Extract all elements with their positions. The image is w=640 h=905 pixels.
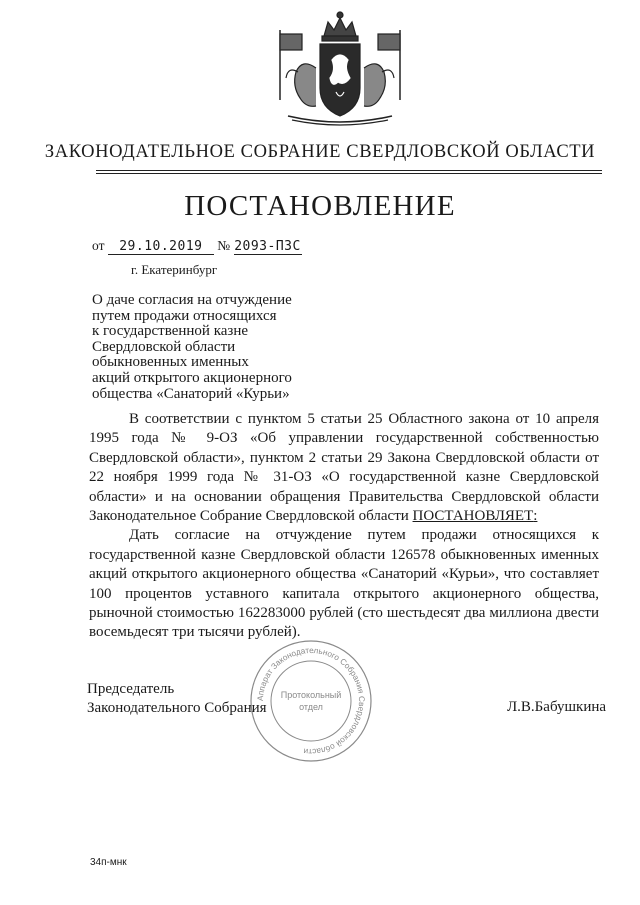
svg-text:Аппарат Законодательного Собра (256, 646, 366, 756)
document-body (89, 410, 599, 643)
document-subject (92, 293, 292, 402)
date-prefix: от (92, 238, 105, 253)
city: г. Екатеринбург (131, 262, 218, 277)
stamp-center-line1: Протокольный (280, 690, 342, 700)
coat-of-arms-icon (258, 8, 422, 128)
document-date: 29.10.2019 (108, 240, 214, 255)
signatory-name: Л.В.Бабушкина (507, 699, 607, 715)
date-number-line (92, 238, 302, 255)
subject-line: акций открытого акционерного (92, 369, 292, 386)
subject-line: О даче согласия на отчуждение (92, 292, 292, 308)
subject-line: к государственной казне (92, 323, 249, 340)
header-rule (96, 170, 602, 171)
stamp-ring-text: Аппарат Законодательного Собрания Свердловской области (255, 645, 367, 757)
document-number: 2093-ПЗС (234, 239, 301, 254)
organization-title: ЗАКОНОДАТЕЛЬНОЕ СОБРАНИЕ СВЕРДЛОВСКОЙ ОБЛАСТИ (44, 142, 596, 162)
signatory-role-line1: Председатель (87, 681, 175, 697)
preamble-paragraph (89, 410, 599, 526)
subject-line: обыкновенных именных (92, 354, 249, 371)
stamp-center-line2: отдел (299, 702, 323, 712)
signatory-role (87, 680, 267, 718)
preamble-text: В соответствии с пунктом 5 статьи 25 Областного закона от 10 апреля 1995 года № 9-ОЗ «Об управлении государственной собственностью Свердловской области», пунктом 2 статьи 29 Закона Свердловской области от 22 ноября 1999 года № 31-ОЗ «О государственной казне Свердловской области» и на основании обращения Правительства Свердловской области Законодательное Собрание Свердловской области (89, 411, 599, 525)
subject-line: Свердловской области (92, 338, 236, 355)
footer-code: 34п-мнк (90, 857, 127, 868)
decree-word: ПОСТАНОВЛЯЕТ (412, 508, 534, 525)
subject-line: общества «Санаторий «Курьи» (92, 385, 290, 402)
decree-colon: : (533, 508, 538, 525)
resolution-paragraph: Дать согласие на отчуждение путем продажи относящихся к государственной казне Свердловской области 126578 обыкновенных именных акций открытого акционерного общества «Санаторий «Курьи», что составляет 100 процентов уставного капитала открытого акционерного общества, рыночной стоимостью 162283000 рублей (сто шестьдесят два миллиона двести восемьдесят три тысячи рублей). (89, 527, 599, 641)
document-type-title: ПОСТАНОВЛЕНИЕ (184, 190, 456, 222)
signatory-role-line2: Законодательного Собрания (87, 700, 267, 716)
subject-line: путем продажи относящихся (92, 307, 277, 324)
header-rule-thin (96, 173, 602, 174)
number-prefix: № (217, 238, 231, 253)
